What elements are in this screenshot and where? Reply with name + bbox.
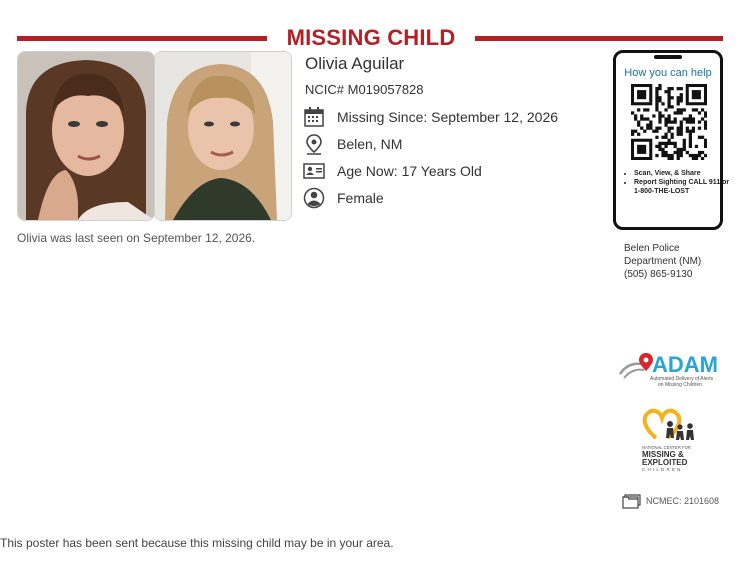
agency-contact (624, 242, 701, 281)
ncmec-line-2: MISSING & (642, 450, 684, 459)
header-rule-right (475, 36, 723, 41)
qr-code[interactable] (631, 84, 707, 165)
id-card-icon (303, 160, 325, 182)
header-rule-left (17, 36, 267, 41)
ncmec-case-number: NCMEC: 2101608 (646, 496, 720, 506)
help-item-report: • Report Sighting CALL 911 or 1-800-THE-LOST (634, 178, 730, 196)
child-photo-2 (154, 51, 292, 221)
adam-logo (618, 352, 720, 390)
child-photo-1 (17, 51, 155, 221)
map-pin-icon (303, 133, 325, 155)
ncmec-logo (640, 408, 700, 472)
help-list (622, 169, 730, 196)
help-title: How you can help (624, 67, 712, 79)
last-seen-text: Olivia was last seen on September 12, 2026. (17, 231, 256, 245)
folders-icon (622, 493, 642, 509)
help-item-share: • Scan, View, & Share (634, 169, 730, 178)
agency-name-line1: Belen Police (624, 243, 680, 254)
agency-name-line2: Department (NM) (624, 256, 702, 267)
agency-phone: (505) 865-9130 (624, 269, 693, 280)
phone-notch (654, 55, 682, 59)
age-now: Age Now: 17 Years Old (337, 163, 482, 179)
help-phone-card (613, 50, 730, 230)
ncmec-line-1: NATIONAL CENTER FOR (642, 445, 691, 450)
sex: Female (337, 190, 384, 206)
missing-since: Missing Since: September 12, 2026 (337, 109, 559, 125)
adam-tagline-1: Automated Delivery of Alerts (650, 376, 714, 382)
poster-title: MISSING CHILD (286, 25, 456, 50)
calendar-icon (303, 106, 325, 128)
adam-word: ADAM (652, 352, 718, 377)
child-name: Olivia Aguilar (305, 54, 405, 73)
adam-tagline-2: on Missing Children (658, 382, 702, 388)
ncmec-line-4: CHILDREN (642, 467, 683, 472)
location: Belen, NM (337, 136, 403, 152)
person-icon (303, 187, 325, 209)
ncmec-line-3: EXPLOITED (642, 458, 688, 467)
footer-note: This poster has been sent because this missing child may be in your area. (0, 536, 394, 550)
ncic-number: NCIC# M019057828 (305, 82, 424, 97)
